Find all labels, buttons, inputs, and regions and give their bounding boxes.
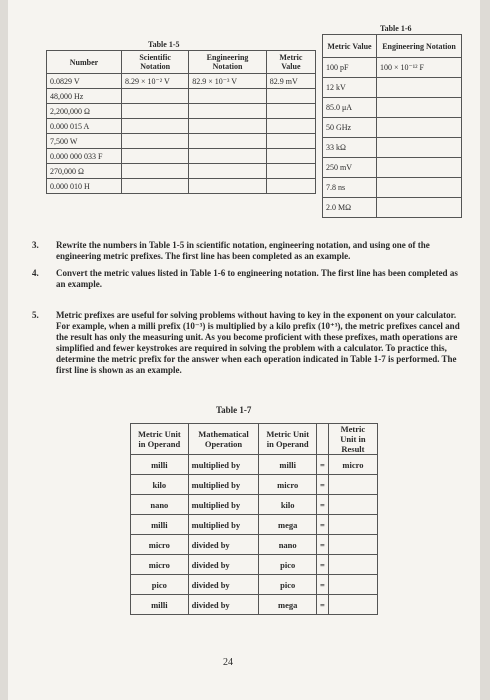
table-cell: divided by: [188, 535, 259, 555]
table-cell: [122, 104, 189, 119]
table-cell: [377, 198, 462, 218]
table-row: [323, 178, 462, 198]
table-cell: [266, 104, 315, 119]
col-header: Metric Unit in Result: [328, 424, 377, 455]
table-cell: 50 GHz: [323, 118, 377, 138]
table-cell: micro: [131, 535, 189, 555]
table-cell: 7.8 ns: [323, 178, 377, 198]
table-cell: [266, 179, 315, 194]
table-cell: [122, 179, 189, 194]
table-cell: [266, 134, 315, 149]
table-cell: nano: [131, 495, 189, 515]
table-cell: 12 kV: [323, 78, 377, 98]
table-cell: milli: [259, 455, 317, 475]
table-cell: [266, 89, 315, 104]
table-cell: pico: [259, 575, 317, 595]
col-header: Engineering Notation: [189, 51, 267, 74]
table-cell: kilo: [131, 475, 189, 495]
table-cell: [377, 138, 462, 158]
col-header: Number: [47, 51, 122, 74]
table-cell: 100 × 10⁻¹² F: [377, 58, 462, 78]
table-cell: pico: [131, 575, 189, 595]
question-text: Rewrite the numbers in Table 1-5 in scientific notation, engineering notation, and using one of the engineering metric prefixes. The first line has been completed as an example.: [56, 240, 430, 261]
table-cell: kilo: [259, 495, 317, 515]
table-cell: [266, 149, 315, 164]
table-cell: milli: [131, 595, 189, 615]
table-cell: =: [317, 495, 329, 515]
textbook-page: [8, 0, 480, 700]
table-cell: divided by: [188, 575, 259, 595]
table-cell: 85.0 μA: [323, 98, 377, 118]
table-cell: 0.0829 V: [47, 74, 122, 89]
table-cell: [122, 164, 189, 179]
table-cell: [189, 119, 267, 134]
table-cell: =: [317, 475, 329, 495]
table-cell: milli: [131, 515, 189, 535]
table-row: [47, 104, 316, 119]
table-cell: 0.000 015 A: [47, 119, 122, 134]
table-cell: [189, 149, 267, 164]
table-cell: 8.29 × 10⁻² V: [122, 74, 189, 89]
table-row: [131, 515, 378, 535]
table-cell: 33 kΩ: [323, 138, 377, 158]
table-cell: [328, 475, 377, 495]
table-cell: [266, 164, 315, 179]
table-cell: =: [317, 515, 329, 535]
table-1-6-caption: Table 1-6: [380, 24, 412, 33]
table-cell: 2,200,000 Ω: [47, 104, 122, 119]
table-cell: [122, 119, 189, 134]
table-cell: mega: [259, 595, 317, 615]
question-5: [32, 310, 461, 376]
table-cell: micro: [131, 555, 189, 575]
table-row: [323, 118, 462, 138]
table-1-5: [46, 50, 316, 194]
table-row: [47, 179, 316, 194]
table-cell: =: [317, 455, 329, 475]
question-number: 4.: [32, 268, 39, 278]
question-3: [32, 240, 461, 262]
table-cell: [189, 104, 267, 119]
table-cell: 7,500 W: [47, 134, 122, 149]
table-cell: mega: [259, 515, 317, 535]
table-row: [131, 555, 378, 575]
table-row: [323, 78, 462, 98]
table-cell: [328, 575, 377, 595]
table-1-5-caption: Table 1-5: [148, 40, 180, 49]
table-cell: milli: [131, 455, 189, 475]
table-cell: [122, 134, 189, 149]
table-cell: [122, 149, 189, 164]
table-cell: divided by: [188, 595, 259, 615]
table-cell: 250 mV: [323, 158, 377, 178]
table-cell: =: [317, 555, 329, 575]
col-header: Metric Value: [323, 35, 377, 58]
table-cell: multiplied by: [188, 475, 259, 495]
col-header: Scientific Notation: [122, 51, 189, 74]
table-cell: [189, 179, 267, 194]
table-cell: =: [317, 595, 329, 615]
table-cell: divided by: [188, 555, 259, 575]
table-row: [131, 535, 378, 555]
col-header: Metric Unit in Operand: [131, 424, 189, 455]
table-cell: [377, 78, 462, 98]
table-1-7-caption: Table 1-7: [216, 405, 252, 415]
table-cell: [122, 89, 189, 104]
table-row: [131, 575, 378, 595]
table-cell: micro: [259, 475, 317, 495]
table-cell: [328, 535, 377, 555]
col-header: Engineering Notation: [377, 35, 462, 58]
table-cell: =: [317, 535, 329, 555]
table-cell: nano: [259, 535, 317, 555]
table-cell: 2.0 MΩ: [323, 198, 377, 218]
table-cell: 270,000 Ω: [47, 164, 122, 179]
table-row: [131, 475, 378, 495]
table-cell: [189, 89, 267, 104]
question-text: Convert the metric values listed in Table 1-6 to engineering notation. The first line has been completed as an example.: [56, 268, 458, 289]
table-row: [323, 58, 462, 78]
table-cell: 82.9 mV: [266, 74, 315, 89]
table-cell: [377, 158, 462, 178]
table-1-7: [130, 423, 378, 615]
table-cell: 82.9 × 10⁻³ V: [189, 74, 267, 89]
table-row: [323, 98, 462, 118]
table-cell: =: [317, 575, 329, 595]
table-cell: 48,000 Hz: [47, 89, 122, 104]
table-cell: 0.000 010 H: [47, 179, 122, 194]
col-header: [317, 424, 329, 455]
table-row: [47, 164, 316, 179]
col-header: Metric Value: [266, 51, 315, 74]
question-number: 5.: [32, 310, 39, 320]
table-row: [47, 134, 316, 149]
table-cell: 100 pF: [323, 58, 377, 78]
col-header: Metric Unit in Operand: [259, 424, 317, 455]
table-1-6: [322, 34, 462, 218]
table-row: [131, 595, 378, 615]
question-4: [32, 268, 461, 290]
table-cell: multiplied by: [188, 455, 259, 475]
table-cell: [377, 178, 462, 198]
table-row: [323, 138, 462, 158]
table-cell: [189, 134, 267, 149]
table-row: [131, 495, 378, 515]
table-cell: 0.000 000 033 F: [47, 149, 122, 164]
question-number: 3.: [32, 240, 39, 250]
page-number: 24: [223, 657, 233, 668]
table-cell: [377, 118, 462, 138]
table-cell: multiplied by: [188, 495, 259, 515]
table-cell: [328, 515, 377, 535]
table-row: [47, 119, 316, 134]
table-cell: [328, 555, 377, 575]
table-cell: [377, 98, 462, 118]
table-cell: [328, 495, 377, 515]
table-cell: pico: [259, 555, 317, 575]
table-cell: [328, 595, 377, 615]
col-header: Mathematical Operation: [188, 424, 259, 455]
table-row: [47, 89, 316, 104]
table-row: [323, 158, 462, 178]
table-row: [131, 455, 378, 475]
table-cell: [266, 119, 315, 134]
table-row: [47, 74, 316, 89]
question-text: Metric prefixes are useful for solving problems without having to key in the exponent on your calculator. For example, when a milli prefix (10⁻³) is multiplied by a kilo prefix (10⁺³), the metric prefixes cancel and the result has only the measuring unit. As you become proficient with these prefixes, math operations are simplified and fewer keystrokes are required in solving the problem with a calculator. To practice this, determine the metric prefix for the answer when each operation indicated in Table 1-7 is performed. The first line is shown as an example.: [56, 310, 460, 375]
table-row: [47, 149, 316, 164]
table-row: [323, 198, 462, 218]
table-cell: multiplied by: [188, 515, 259, 535]
table-cell: [189, 164, 267, 179]
table-cell: micro: [328, 455, 377, 475]
